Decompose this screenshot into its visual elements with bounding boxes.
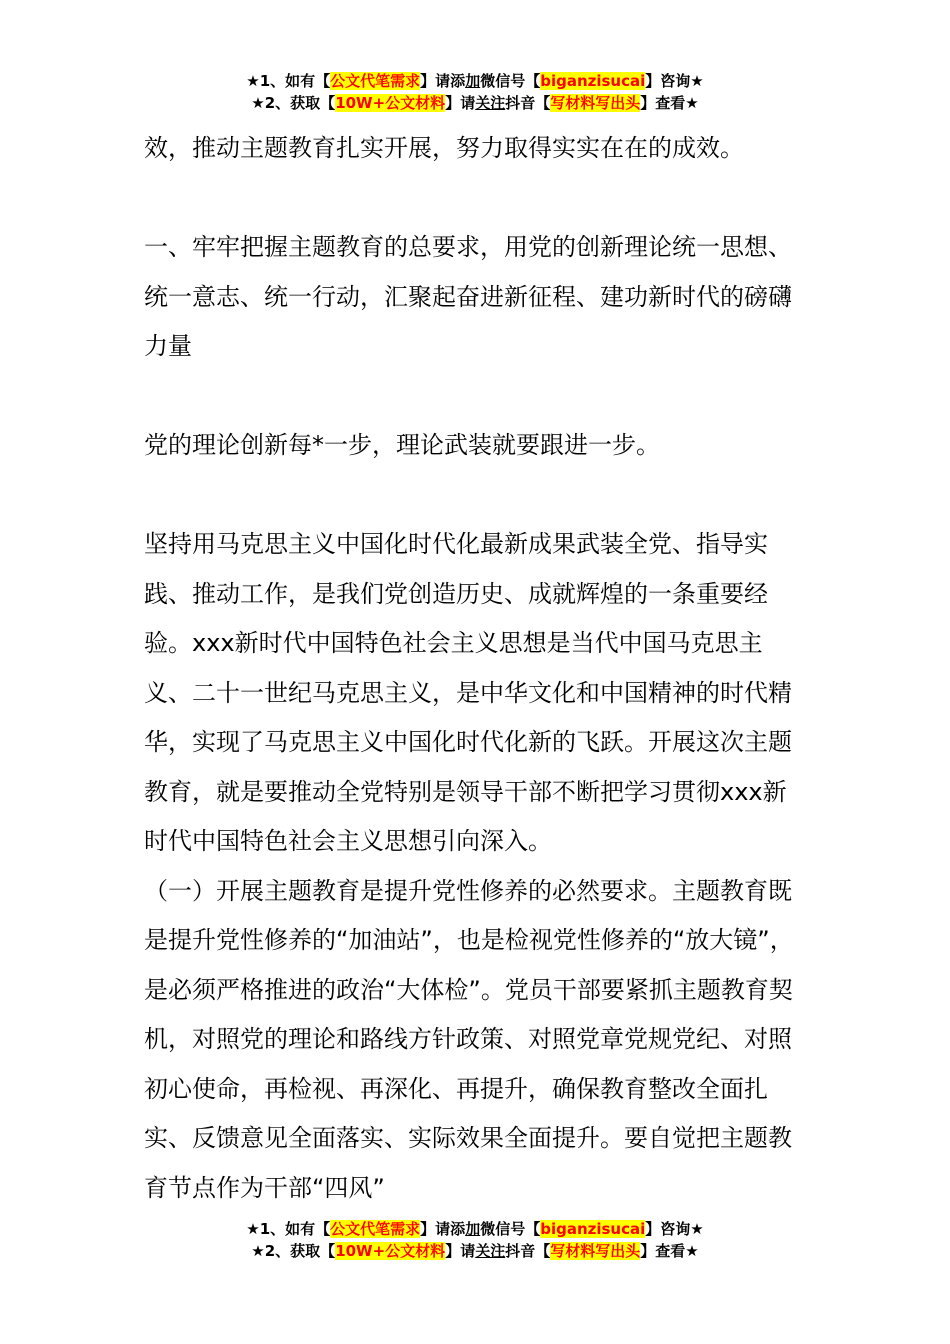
- banner-highlight: 写材料写出头: [550, 94, 641, 112]
- banner-underline: 加: [465, 1220, 481, 1238]
- banner-highlight: 写材料写出头: [550, 1242, 641, 1260]
- banner-text: 】咨询★: [645, 1220, 704, 1238]
- banner-line-1: [0, 70, 950, 92]
- banner-text: 抖音【: [505, 94, 551, 112]
- paragraph: 党的理论创新每*一步，理论武装就要跟进一步。: [144, 431, 660, 459]
- banner-underline: 加: [465, 72, 481, 90]
- banner-text: 】咨询★: [645, 72, 704, 90]
- banner-text: 】请: [445, 1242, 476, 1260]
- banner-highlight: 公文代笔需求: [330, 72, 421, 90]
- banner-highlight: 公文代笔需求: [330, 1220, 421, 1238]
- banner-highlight: biganzisucai: [540, 72, 646, 90]
- banner-text: ★1、如有【: [246, 72, 331, 90]
- footer-banner: [0, 1218, 950, 1262]
- document-body: [144, 124, 808, 1213]
- banner-line-2: [0, 92, 950, 114]
- banner-line-2: [0, 1240, 950, 1262]
- banner-text: 】请添: [420, 1220, 466, 1238]
- banner-text: 】查看★: [640, 1242, 699, 1260]
- banner-text: ★2、获取【: [251, 1242, 336, 1260]
- section-heading: 一、牢牢把握主题教育的总要求，用党的创新理论统一思想、统一意志、统一行动，汇聚起奋进新征程、建功新时代的磅礴力量: [144, 233, 792, 360]
- banner-text: 】请: [445, 94, 476, 112]
- banner-text: 抖音【: [505, 1242, 551, 1260]
- banner-underline: 关注: [475, 1242, 506, 1260]
- paragraph-spacer: [144, 372, 808, 422]
- paragraph-spacer: [144, 174, 808, 224]
- header-banner: [0, 70, 950, 114]
- banner-text: 微信号【: [480, 72, 541, 90]
- subsection-paragraph: （一）开展主题教育是提升党性修养的必然要求。主题教育既是提升党性修养的“加油站”，也是检视党性修养的“放大镜”，是必须严格推进的政治“大体检”。党员干部要紧抓主题教育契机，对照党的理论和路线方针政策、对照党章党规党纪、对照初心使命，再检视、再深化、再提升，确保教育整改全面扎实、反馈意见全面落实、实际效果全面提升。要自觉把主题教育节点作为干部“四风”: [144, 876, 794, 1202]
- banner-highlight: 10W+公文材料: [335, 94, 446, 112]
- banner-text: 】查看★: [640, 94, 699, 112]
- paragraph: 坚持用马克思主义中国化时代化最新成果武装全党、指导实践、推动工作，是我们党创造历史、成就辉煌的一条重要经验。xxx新时代中国特色社会主义思想是当代中国马克思主义、二十一世纪马克思主义，是中华文化和中国精神的时代精华，实现了马克思主义中国化时代化新的飞跃。开展这次主题教育，就是要推动全党特别是领导干部不断把学习贯彻xxx新时代中国特色社会主义思想引向深入。: [144, 530, 792, 855]
- paragraph-spacer: [144, 471, 808, 521]
- paragraph-continuation: 效，推动主题教育扎实开展，努力取得实实在在的成效。: [144, 134, 744, 162]
- banner-text: ★1、如有【: [246, 1220, 331, 1238]
- banner-underline: 关注: [475, 94, 506, 112]
- banner-highlight: 10W+公文材料: [335, 1242, 446, 1260]
- banner-text: 微信号【: [480, 1220, 541, 1238]
- banner-highlight: biganzisucai: [540, 1220, 646, 1238]
- banner-text: ★2、获取【: [251, 94, 336, 112]
- banner-line-1: [0, 1218, 950, 1240]
- banner-text: 】请添: [420, 72, 466, 90]
